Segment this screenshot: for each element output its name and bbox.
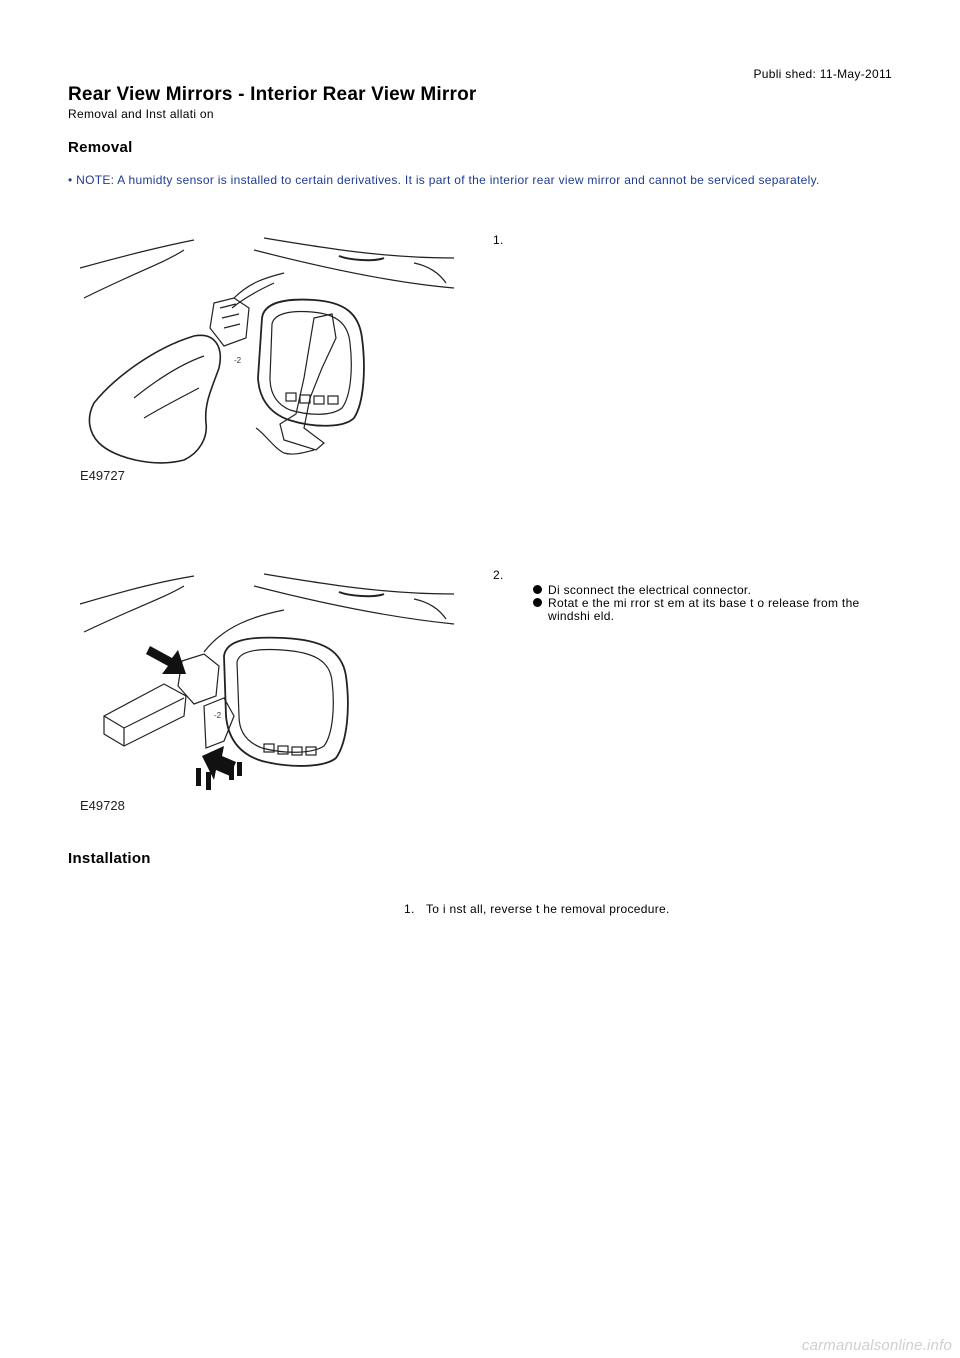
arrow-icon xyxy=(146,646,186,674)
svg-text:-2: -2 xyxy=(234,356,242,365)
watermark-logo: carmanualsonline.info xyxy=(801,1337,952,1354)
svg-text:-2: -2 xyxy=(214,711,222,720)
installation-step-number: 1. xyxy=(404,902,415,916)
installation-step-1 xyxy=(404,902,670,916)
page-subtitle: Removal and Inst allati on xyxy=(68,107,214,121)
removal-heading: Removal xyxy=(68,139,133,156)
removal-step-2-bullets xyxy=(548,584,878,623)
mirror-illustration-2 xyxy=(74,566,460,824)
note-text: • NOTE: A humidty sensor is installed to certain derivatives. It is part of the interior rear view mirror and cannot be serviced separately. xyxy=(68,173,820,187)
figure-label-1: E49727 xyxy=(80,468,125,483)
installation-step-text: To i nst all, reverse t he removal procedure. xyxy=(426,902,670,916)
figure-label-2: E49728 xyxy=(80,798,125,813)
published-date: Publi shed: 11-May-2011 xyxy=(753,67,892,81)
mirror-illustration-1 xyxy=(74,228,460,490)
bullet-item: Rotat e the mi rror st em at its base t o release from the windshi eld. xyxy=(548,597,878,623)
bullet-icon xyxy=(533,598,542,607)
page-title: Rear View Mirrors - Interior Rear View Mirror xyxy=(68,84,477,105)
figure-e49727 xyxy=(74,228,460,490)
figure-e49728 xyxy=(74,566,460,824)
rotate-arrow-icon xyxy=(196,746,242,790)
bullet-icon xyxy=(533,585,542,594)
removal-step-2-number: 2. xyxy=(493,568,504,582)
removal-step-1-number: 1. xyxy=(493,233,504,247)
installation-heading: Installation xyxy=(68,850,151,867)
bullet-item: Di sconnect the electrical connector. xyxy=(548,584,878,597)
